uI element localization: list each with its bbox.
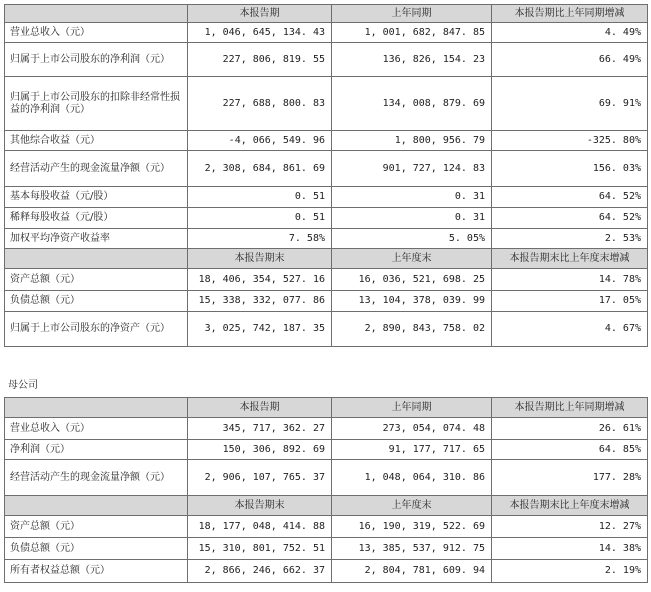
change-value: 4. 49% bbox=[492, 23, 648, 43]
table-row bbox=[5, 291, 648, 312]
change-value: 12. 27% bbox=[492, 516, 648, 538]
header-cell: 本报告期末比上年度末增减 bbox=[492, 249, 648, 269]
change-value: 156. 03% bbox=[492, 151, 648, 187]
table-row bbox=[5, 516, 648, 538]
row-label: 营业总收入（元） bbox=[5, 418, 188, 440]
prior-value: 2, 804, 781, 609. 94 bbox=[332, 560, 492, 583]
prior-value: 16, 190, 319, 522. 69 bbox=[332, 516, 492, 538]
change-value: 69. 91% bbox=[492, 77, 648, 131]
change-value: 26. 61% bbox=[492, 418, 648, 440]
row-label: 营业总收入（元） bbox=[5, 23, 188, 43]
current-value: 2, 906, 107, 765. 37 bbox=[188, 460, 332, 496]
current-value: 7. 58% bbox=[188, 229, 332, 249]
table-row bbox=[5, 131, 648, 151]
current-value: 18, 177, 048, 414. 88 bbox=[188, 516, 332, 538]
prior-value: 273, 054, 074. 48 bbox=[332, 418, 492, 440]
current-value: 345, 717, 362. 27 bbox=[188, 418, 332, 440]
prior-value: 0. 31 bbox=[332, 208, 492, 229]
current-value: -4, 066, 549. 96 bbox=[188, 131, 332, 151]
change-value: 66. 49% bbox=[492, 43, 648, 77]
change-value: 64. 52% bbox=[492, 208, 648, 229]
current-value: 2, 866, 246, 662. 37 bbox=[188, 560, 332, 583]
table-row bbox=[5, 460, 648, 496]
current-value: 1, 046, 645, 134. 43 bbox=[188, 23, 332, 43]
current-value: 15, 338, 332, 077. 86 bbox=[188, 291, 332, 312]
prior-value: 2, 890, 843, 758. 02 bbox=[332, 312, 492, 347]
change-value: 64. 85% bbox=[492, 440, 648, 460]
current-value: 227, 688, 800. 83 bbox=[188, 77, 332, 131]
row-label: 归属于上市公司股东的扣除非经常性损益的净利润（元） bbox=[5, 77, 188, 131]
row-label: 负债总额（元） bbox=[5, 291, 188, 312]
row-label: 所有者权益总额（元） bbox=[5, 560, 188, 583]
header-cell bbox=[5, 249, 188, 269]
prior-value: 901, 727, 124. 83 bbox=[332, 151, 492, 187]
header-cell bbox=[5, 5, 188, 23]
table-row bbox=[5, 151, 648, 187]
row-label: 净利润（元） bbox=[5, 440, 188, 460]
parent-company-label: 母公司 bbox=[8, 380, 38, 391]
prior-value: 0. 31 bbox=[332, 187, 492, 208]
table-header-row bbox=[5, 5, 648, 23]
table-row bbox=[5, 269, 648, 291]
table-row bbox=[5, 208, 648, 229]
header-cell: 上年同期 bbox=[332, 5, 492, 23]
header-cell bbox=[5, 398, 188, 418]
row-label: 资产总额（元） bbox=[5, 269, 188, 291]
change-value: 14. 38% bbox=[492, 538, 648, 560]
change-value: 2. 19% bbox=[492, 560, 648, 583]
change-value: 2. 53% bbox=[492, 229, 648, 249]
table-row bbox=[5, 187, 648, 208]
row-label: 加权平均净资产收益率 bbox=[5, 229, 188, 249]
prior-value: 1, 001, 682, 847. 85 bbox=[332, 23, 492, 43]
header-cell: 本报告期比上年同期增减 bbox=[492, 398, 648, 418]
current-value: 18, 406, 354, 527. 16 bbox=[188, 269, 332, 291]
prior-value: 1, 800, 956. 79 bbox=[332, 131, 492, 151]
current-value: 15, 310, 801, 752. 51 bbox=[188, 538, 332, 560]
table-row bbox=[5, 440, 648, 460]
prior-value: 13, 385, 537, 912. 75 bbox=[332, 538, 492, 560]
change-value: 64. 52% bbox=[492, 187, 648, 208]
current-value: 3, 025, 742, 187. 35 bbox=[188, 312, 332, 347]
row-label: 经营活动产生的现金流量净额（元） bbox=[5, 460, 188, 496]
current-value: 150, 306, 892. 69 bbox=[188, 440, 332, 460]
parent-company-table bbox=[4, 397, 648, 583]
row-label: 其他综合收益（元） bbox=[5, 131, 188, 151]
table-row bbox=[5, 312, 648, 347]
current-value: 0. 51 bbox=[188, 187, 332, 208]
consolidated-financial-table bbox=[4, 4, 648, 347]
table-row bbox=[5, 23, 648, 43]
prior-value: 91, 177, 717. 65 bbox=[332, 440, 492, 460]
row-label: 稀释每股收益（元/股） bbox=[5, 208, 188, 229]
table-header-row bbox=[5, 496, 648, 516]
row-label: 基本每股收益（元/股） bbox=[5, 187, 188, 208]
table-row bbox=[5, 77, 648, 131]
row-label: 资产总额（元） bbox=[5, 516, 188, 538]
header-cell: 本报告期比上年同期增减 bbox=[492, 5, 648, 23]
header-cell: 上年同期 bbox=[332, 398, 492, 418]
current-value: 227, 806, 819. 55 bbox=[188, 43, 332, 77]
change-value: 4. 67% bbox=[492, 312, 648, 347]
change-value: 17. 05% bbox=[492, 291, 648, 312]
header-cell: 本报告期 bbox=[188, 398, 332, 418]
table-row bbox=[5, 229, 648, 249]
header-cell: 上年度末 bbox=[332, 496, 492, 516]
table-header-row bbox=[5, 398, 648, 418]
change-value: 14. 78% bbox=[492, 269, 648, 291]
header-cell: 上年度末 bbox=[332, 249, 492, 269]
change-value: 177. 28% bbox=[492, 460, 648, 496]
prior-value: 134, 008, 879. 69 bbox=[332, 77, 492, 131]
prior-value: 1, 048, 064, 310. 86 bbox=[332, 460, 492, 496]
table-row bbox=[5, 43, 648, 77]
table-row bbox=[5, 560, 648, 583]
row-label: 经营活动产生的现金流量净额（元） bbox=[5, 151, 188, 187]
header-cell: 本报告期末 bbox=[188, 496, 332, 516]
change-value: -325. 80% bbox=[492, 131, 648, 151]
prior-value: 16, 036, 521, 698. 25 bbox=[332, 269, 492, 291]
prior-value: 13, 104, 378, 039. 99 bbox=[332, 291, 492, 312]
table-header-row bbox=[5, 249, 648, 269]
row-label: 归属于上市公司股东的净利润（元） bbox=[5, 43, 188, 77]
current-value: 2, 308, 684, 861. 69 bbox=[188, 151, 332, 187]
header-cell bbox=[5, 496, 188, 516]
row-label: 负债总额（元） bbox=[5, 538, 188, 560]
header-cell: 本报告期 bbox=[188, 5, 332, 23]
current-value: 0. 51 bbox=[188, 208, 332, 229]
row-label: 归属于上市公司股东的净资产（元） bbox=[5, 312, 188, 347]
header-cell: 本报告期末比上年度末增减 bbox=[492, 496, 648, 516]
header-cell: 本报告期末 bbox=[188, 249, 332, 269]
table-row bbox=[5, 538, 648, 560]
prior-value: 136, 826, 154. 23 bbox=[332, 43, 492, 77]
prior-value: 5. 05% bbox=[332, 229, 492, 249]
table-row bbox=[5, 418, 648, 440]
